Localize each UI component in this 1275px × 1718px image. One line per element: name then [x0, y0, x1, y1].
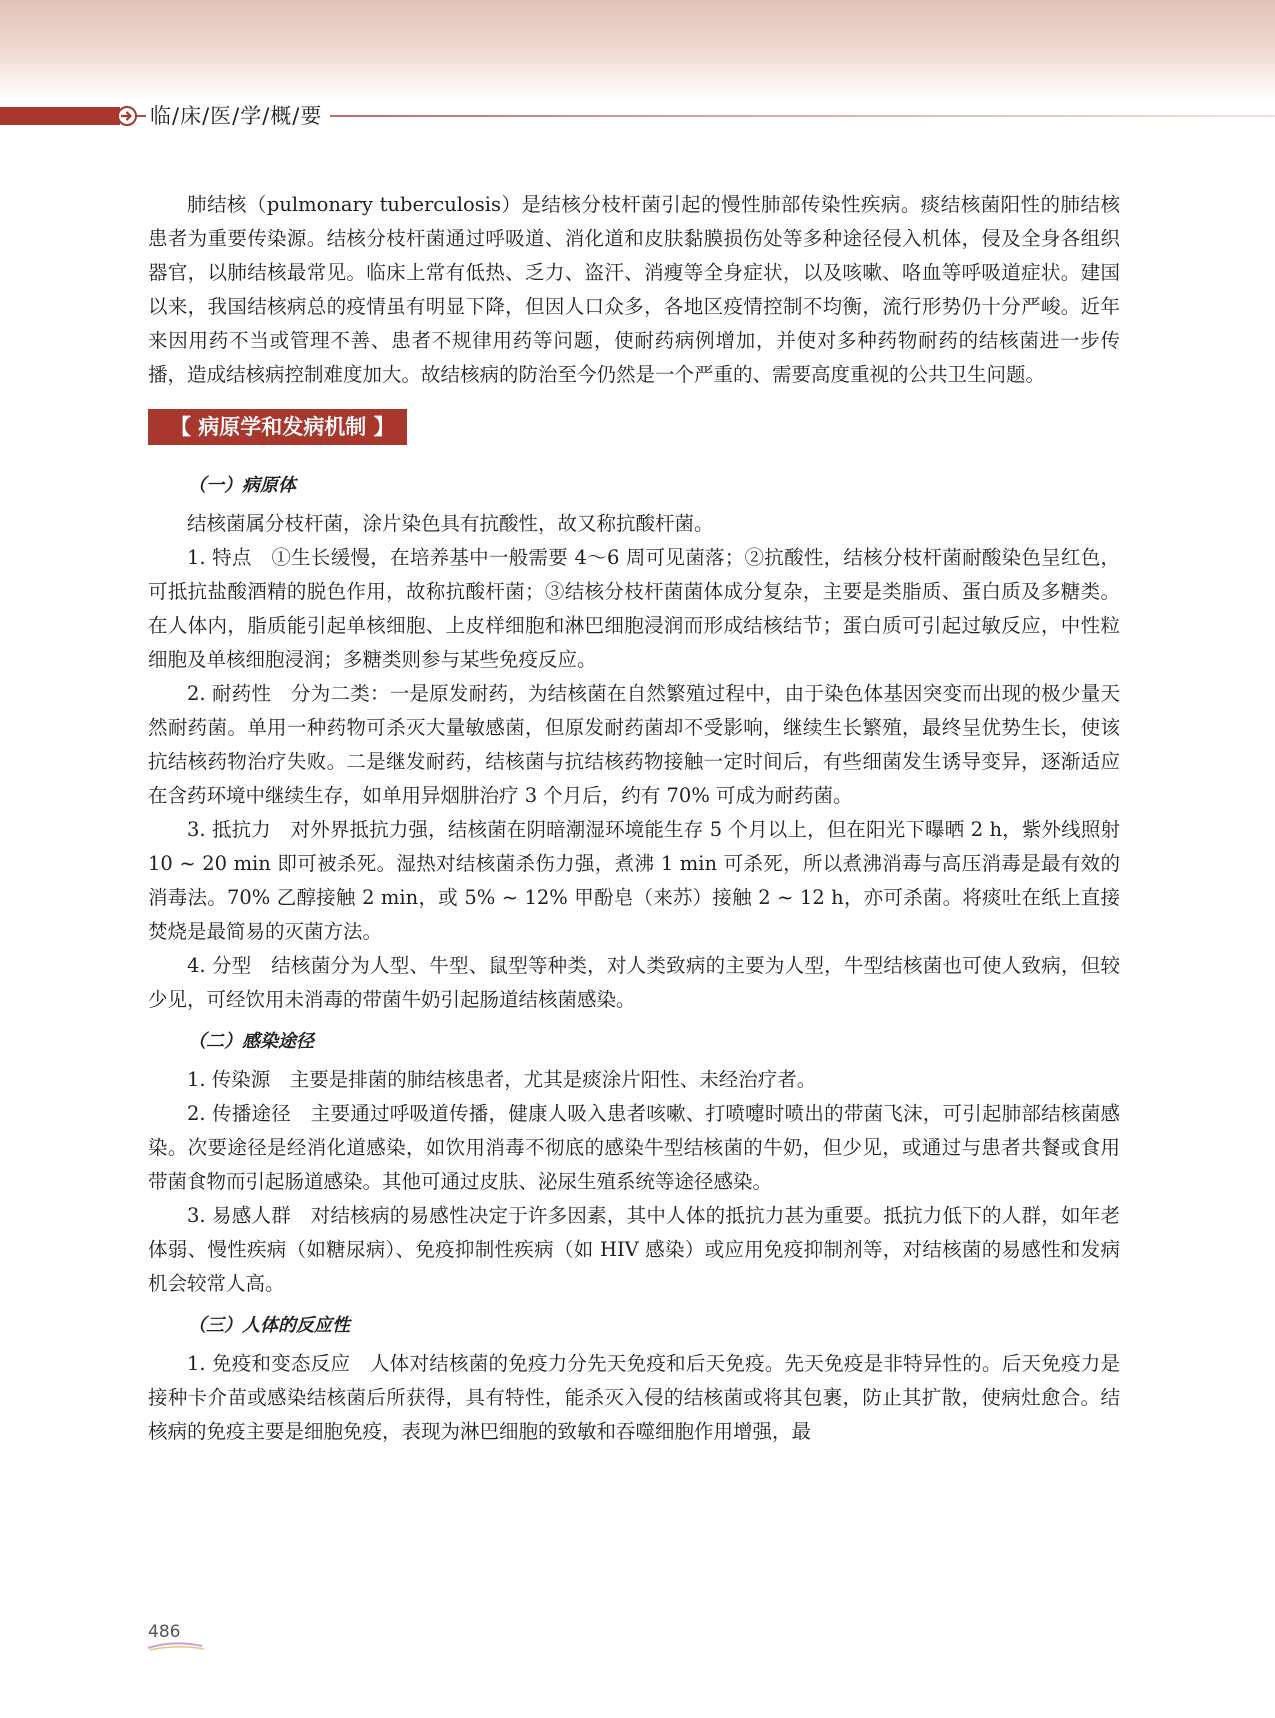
- intro-paragraph: 肺结核（pulmonary tuberculosis）是结核分枝杆菌引起的慢性肺部传染性疾病。痰结核菌阳性的肺结核患者为重要传染源。结核分枝杆菌通过呼吸道、消化道和皮肤黏膜损伤处等多种途径侵入机体，侵及全身各组织器官，以肺结核最常见。临床上常有低热、乏力、盗汗、消瘦等全身症状，以及咳嗽、咯血等呼吸道症状。建国以来，我国结核病总的疫情虽有明显下降，但因人口众多，各地区疫情控制不均衡，流行形势仍十分严峻。近年来因用药不当或管理不善、患者不规律用药等问题，使耐药病例增加，并使对多种药物耐药的结核菌进一步传播，造成结核病控制难度加大。故结核病的防治至今仍然是一个严重的、需要高度重视的公共卫生问题。: [148, 193, 1120, 386]
- paragraph: 1. 特点 ①生长缓慢，在培养基中一般需要 4～6 周可见菌落；②抗酸性，结核分枝杆菌耐酸染色呈红色，可抵抗盐酸酒精的脱色作用，故称抗酸杆菌；③结核分枝杆菌菌体成分复杂，主要是类脂质、蛋白质及多糖类。在人体内，脂质能引起单核细胞、上皮样细胞和淋巴细胞浸润而形成结核结节；蛋白质可引起过敏反应，中性粒细胞及单核细胞浸润；多糖类则参与某些免疫反应。: [148, 546, 1120, 671]
- page-number-swoosh-icon: [146, 1640, 206, 1652]
- page-number: 486: [148, 1622, 181, 1642]
- paragraph: 3. 抵抗力 对外界抵抗力强，结核菌在阴暗潮湿环境能生存 5 个月以上，但在阳光下曝晒 2 h，紫外线照射 10 ~ 20 min 即可被杀死。湿热对结核菌杀伤力强，煮沸 1 min 可杀死，所以煮沸消毒与高压消毒是最有效的消毒法。70% 乙醇接触 2 min，或 5% ~ 12% 甲酚皂（来苏）接触 2 ~ 12 h，亦可杀菌。将痰吐在纸上直接焚烧是最简易的灭菌方法。: [148, 818, 1120, 943]
- subsection-heading-host-reactivity: （三）人体的反应性: [188, 1315, 350, 1336]
- paragraph: 结核菌属分枝杆菌，涂片染色具有抗酸性，故又称抗酸杆菌。: [187, 512, 714, 535]
- book-title: 临/床/医/学/概/要: [146, 103, 330, 129]
- running-header: [0, 104, 1275, 129]
- subsection-heading-pathogen: （一）病原体: [188, 475, 296, 496]
- paragraph: 4. 分型 结核菌分为人型、牛型、鼠型等种类，对人类致病的主要为人型，牛型结核菌也可使人致病，但较少见，可经饮用未消毒的带菌牛奶引起肠道结核菌感染。: [148, 954, 1120, 1011]
- subsection-heading-infection-route: （二）感染途径: [188, 1031, 314, 1052]
- header-red-bar: [0, 107, 120, 125]
- paragraph: 1. 免疫和变态反应 人体对结核菌的免疫力分先天免疫和后天免疫。先天免疫是非特异性的。后天免疫力是接种卡介苗或感染结核菌后所获得，具有特性，能杀灭入侵的结核菌或将其包裹，防止其扩散，使病灶愈合。结核病的免疫主要是细胞免疫，表现为淋巴细胞的致敏和吞噬细胞作用增强，最: [148, 1352, 1120, 1443]
- section-heading: 【 病原学和发病机制 】: [148, 409, 407, 445]
- paragraph: 1. 传染源 主要是排菌的肺结核患者，尤其是痰涂片阳性、未经治疗者。: [187, 1068, 817, 1091]
- paragraph: 3. 易感人群 对结核病的易感性决定于许多因素，其中人体的抵抗力甚为重要。抵抗力低下的人群，如年老体弱、慢性疾病（如糖尿病）、免疫抑制性疾病（如 HIV 感染）或应用免疫抑制剂等，对结核菌的易感性和发病机会较常人高。: [148, 1204, 1120, 1295]
- page-body: [148, 188, 1120, 1449]
- paragraph: 2. 传播途径 主要通过呼吸道传播，健康人吸入患者咳嗽、打喷嚏时喷出的带菌飞沫，可引起肺部结核菌感染。次要途径是经消化道感染，如饮用消毒不彻底的感染牛型结核菌的牛奶，但少见，或通过与患者共餐或食用带菌食物而引起肠道感染。其他可通过皮肤、泌尿生殖系统等途径感染。: [148, 1102, 1120, 1193]
- header-gradient-band: [0, 0, 1275, 100]
- arrow-right-circle-icon: [117, 106, 137, 126]
- paragraph: 2. 耐药性 分为二类：一是原发耐药，为结核菌在自然繁殖过程中，由于染色体基因突变而出现的极少量天然耐药菌。单用一种药物可杀灭大量敏感菌，但原发耐药菌却不受影响，继续生长繁殖，最终呈优势生长，使该抗结核药物治疗失败。二是继发耐药，结核菌与抗结核药物接触一定时间后，有些细菌发生诱导变异，逐渐适应在含药环境中继续生存，如单用异烟肼治疗 3 个月后，约有 70% 可成为耐药菌。: [148, 682, 1120, 807]
